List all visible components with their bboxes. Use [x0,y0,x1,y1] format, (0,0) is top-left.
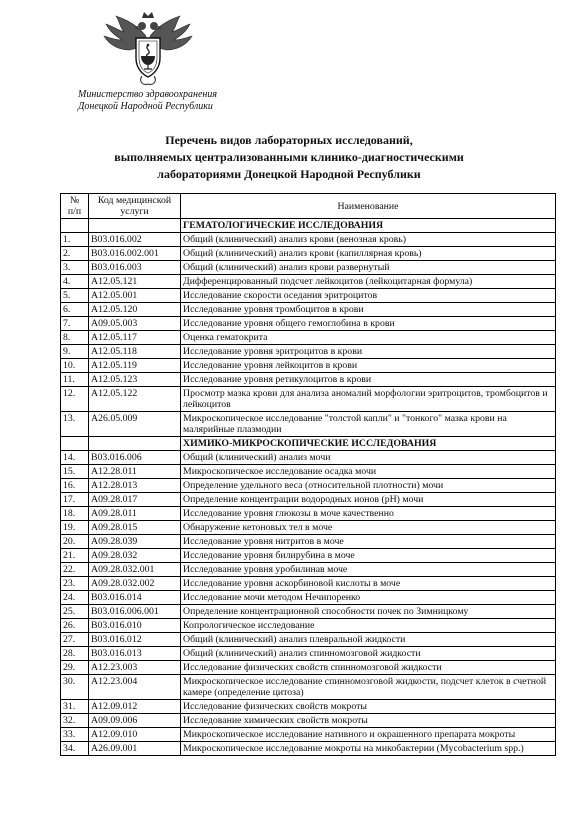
service-name: Общий (клинический) анализ плевральной жидкости [181,633,556,647]
service-name: Исследование уровня аскорбиновой кислоты в моче [181,577,556,591]
row-number: 16. [61,479,89,493]
row-number: 21. [61,549,89,563]
table-row [61,507,556,521]
service-name: Общий (клинический) анализ крови (капиллярная кровь) [181,247,556,261]
service-name: Общий (клинический) анализ спинномозговой жидкости [181,647,556,661]
section-header-row [61,219,556,233]
service-name: Общий (клинический) анализ крови (венозная кровь) [181,233,556,247]
service-name: Общий (клинический) анализ крови развернутый [181,261,556,275]
service-name: Дифференцированный подсчет лейкоцитов (лейкоцитарная формула) [181,275,556,289]
service-name: Просмотр мазка крови для анализа аномалий морфологии эритроцитов, тромбоцитов и лейкоцитов [181,387,556,412]
table-row [61,577,556,591]
row-number: 13. [61,412,89,437]
service-code: A12.05.118 [89,345,181,359]
table-row [61,535,556,549]
service-name: Исследование уровня глюкозы в моче качественно [181,507,556,521]
table-row [61,303,556,317]
row-number: 17. [61,493,89,507]
title-line2: выполняемых централизованными клинико-диагностическими [114,150,464,164]
table-row [61,479,556,493]
service-code: A09.28.015 [89,521,181,535]
table-row [61,493,556,507]
service-code: A12.05.120 [89,303,181,317]
table-row [61,345,556,359]
service-code: A12.05.001 [89,289,181,303]
service-name: Исследование уровня ретикулоцитов в крови [181,373,556,387]
service-name: Микроскопическое исследование "толстой капли" и "тонкого" мазка крови на малярийные плазмодии [181,412,556,437]
service-code: A12.23.004 [89,675,181,700]
service-name: Исследование уровня лейкоцитов в крови [181,359,556,373]
row-number: 29. [61,661,89,675]
ministry-line2: Донецкой Народной Республики [78,101,213,112]
row-number: 19. [61,521,89,535]
coat-of-arms-emblem [98,6,198,90]
service-name: Исследование уровня общего гемоглобина в крови [181,317,556,331]
service-code: A09.09.006 [89,714,181,728]
service-code: A12.05.117 [89,331,181,345]
row-number: 23. [61,577,89,591]
service-name: Исследование скорости оседания эритроцитов [181,289,556,303]
service-code: A09.28.017 [89,493,181,507]
service-code: A12.28.011 [89,465,181,479]
row-number: 3. [61,261,89,275]
row-number: 33. [61,728,89,742]
table-row [61,373,556,387]
table-row [61,289,556,303]
section-title: ХИМИКО-МИКРОСКОПИЧЕСКИЕ ИССЛЕДОВАНИЯ [181,437,556,451]
row-number: 30. [61,675,89,700]
service-name: Копрологическое исследование [181,619,556,633]
service-name: Микроскопическое исследование спинномозговой жидкости, подсчет клеток в счетной камере (определение цитоза) [181,675,556,700]
service-code: A09.28.032.001 [89,563,181,577]
row-number: 32. [61,714,89,728]
row-number: 22. [61,563,89,577]
service-name: Исследование мочи методом Нечипоренко [181,591,556,605]
header-number: № п/п [61,194,89,219]
row-number: 9. [61,345,89,359]
table-row [61,387,556,412]
service-code: B03.016.006 [89,451,181,465]
table-row [61,661,556,675]
table-row [61,700,556,714]
row-number: 15. [61,465,89,479]
table-row [61,412,556,437]
row-number: 28. [61,647,89,661]
table-row [61,549,556,563]
service-name: Микроскопическое исследование осадка мочи [181,465,556,479]
service-code: B03.016.013 [89,647,181,661]
service-name: Общий (клинический) анализ мочи [181,451,556,465]
row-number: 7. [61,317,89,331]
service-code: B03.016.006.001 [89,605,181,619]
table-row [61,728,556,742]
row-number: 1. [61,233,89,247]
section-title: ГЕМАТОЛОГИЧЕСКИЕ ИССЛЕДОВАНИЯ [181,219,556,233]
row-number: 2. [61,247,89,261]
row-number: 11. [61,373,89,387]
service-code: A09.28.011 [89,507,181,521]
table-row [61,261,556,275]
service-code: B03.016.012 [89,633,181,647]
service-name: Определение концентрационной способности почек по Зимницкому [181,605,556,619]
service-name: Исследование уровня нитритов в моче [181,535,556,549]
table-header-row [61,194,556,219]
service-name: Исследование уровня эритроцитов в крови [181,345,556,359]
service-name: Исследование физических свойств спинномозговой жидкости [181,661,556,675]
service-code: A12.05.121 [89,275,181,289]
table-row [61,742,556,756]
service-code: A12.05.122 [89,387,181,412]
service-code: A26.05.009 [89,412,181,437]
service-code: A12.05.123 [89,373,181,387]
row-number: 24. [61,591,89,605]
service-code: B03.016.010 [89,619,181,633]
table-row [61,633,556,647]
table-row [61,521,556,535]
service-name: Микроскопическое исследование мокроты на микобактерии (Mycobacterium spp.) [181,742,556,756]
row-number: 18. [61,507,89,521]
row-number: 26. [61,619,89,633]
table-row [61,563,556,577]
row-number: 6. [61,303,89,317]
ministry-name [78,89,217,113]
table-row [61,451,556,465]
title-line1: Перечень видов лабораторных исследований, [165,133,413,147]
service-name: Определение концентрации водородных ионов (pH) мочи [181,493,556,507]
row-number: 10. [61,359,89,373]
table-row [61,247,556,261]
service-code: B03.016.002.001 [89,247,181,261]
row-number: 12. [61,387,89,412]
table-row [61,359,556,373]
service-code: A09.28.039 [89,535,181,549]
row-number: 31. [61,700,89,714]
service-code: A09.28.032 [89,549,181,563]
service-name: Обнаружение кетоновых тел в моче [181,521,556,535]
section-header-row [61,437,556,451]
service-name: Микроскопическое исследование нативного и окрашенного препарата мокроты [181,728,556,742]
services-table [60,193,556,756]
ministry-line1: Министерство здравоохранения [78,89,218,100]
service-code: A12.28.013 [89,479,181,493]
service-code: A09.05.003 [89,317,181,331]
table-row [61,714,556,728]
table-row [61,275,556,289]
service-code: A12.23.003 [89,661,181,675]
table-row [61,331,556,345]
document-title [60,132,518,183]
table-row [61,465,556,479]
table-row [61,591,556,605]
service-code: B03.016.002 [89,233,181,247]
header-name: Наименование [181,194,556,219]
row-number: 27. [61,633,89,647]
service-code: A12.05.119 [89,359,181,373]
service-code: A09.28.032.002 [89,577,181,591]
table-row [61,675,556,700]
service-name: Исследование физических свойств мокроты [181,700,556,714]
table-row [61,605,556,619]
service-code: B03.016.014 [89,591,181,605]
service-code: A26.09.001 [89,742,181,756]
service-name: Оценка гематокрита [181,331,556,345]
service-name: Исследование уровня уробилинав моче [181,563,556,577]
title-line3: лабораториями Донецкой Народной Республики [157,167,421,181]
row-number: 34. [61,742,89,756]
row-number: 8. [61,331,89,345]
table-row [61,233,556,247]
header-code: Код медицинской услуги [89,194,181,219]
row-number: 25. [61,605,89,619]
table-body [61,219,556,756]
service-name: Исследование уровня тромбоцитов в крови [181,303,556,317]
row-number: 5. [61,289,89,303]
service-code: B03.016.003 [89,261,181,275]
table-row [61,647,556,661]
row-number: 14. [61,451,89,465]
row-number: 20. [61,535,89,549]
service-name: Исследование химических свойств мокроты [181,714,556,728]
service-code: A12.09.010 [89,728,181,742]
service-name: Исследование уровня билирубина в моче [181,549,556,563]
table-row [61,619,556,633]
service-code: A12.09.012 [89,700,181,714]
service-name: Определение удельного веса (относительной плотности) мочи [181,479,556,493]
row-number: 4. [61,275,89,289]
table-row [61,317,556,331]
